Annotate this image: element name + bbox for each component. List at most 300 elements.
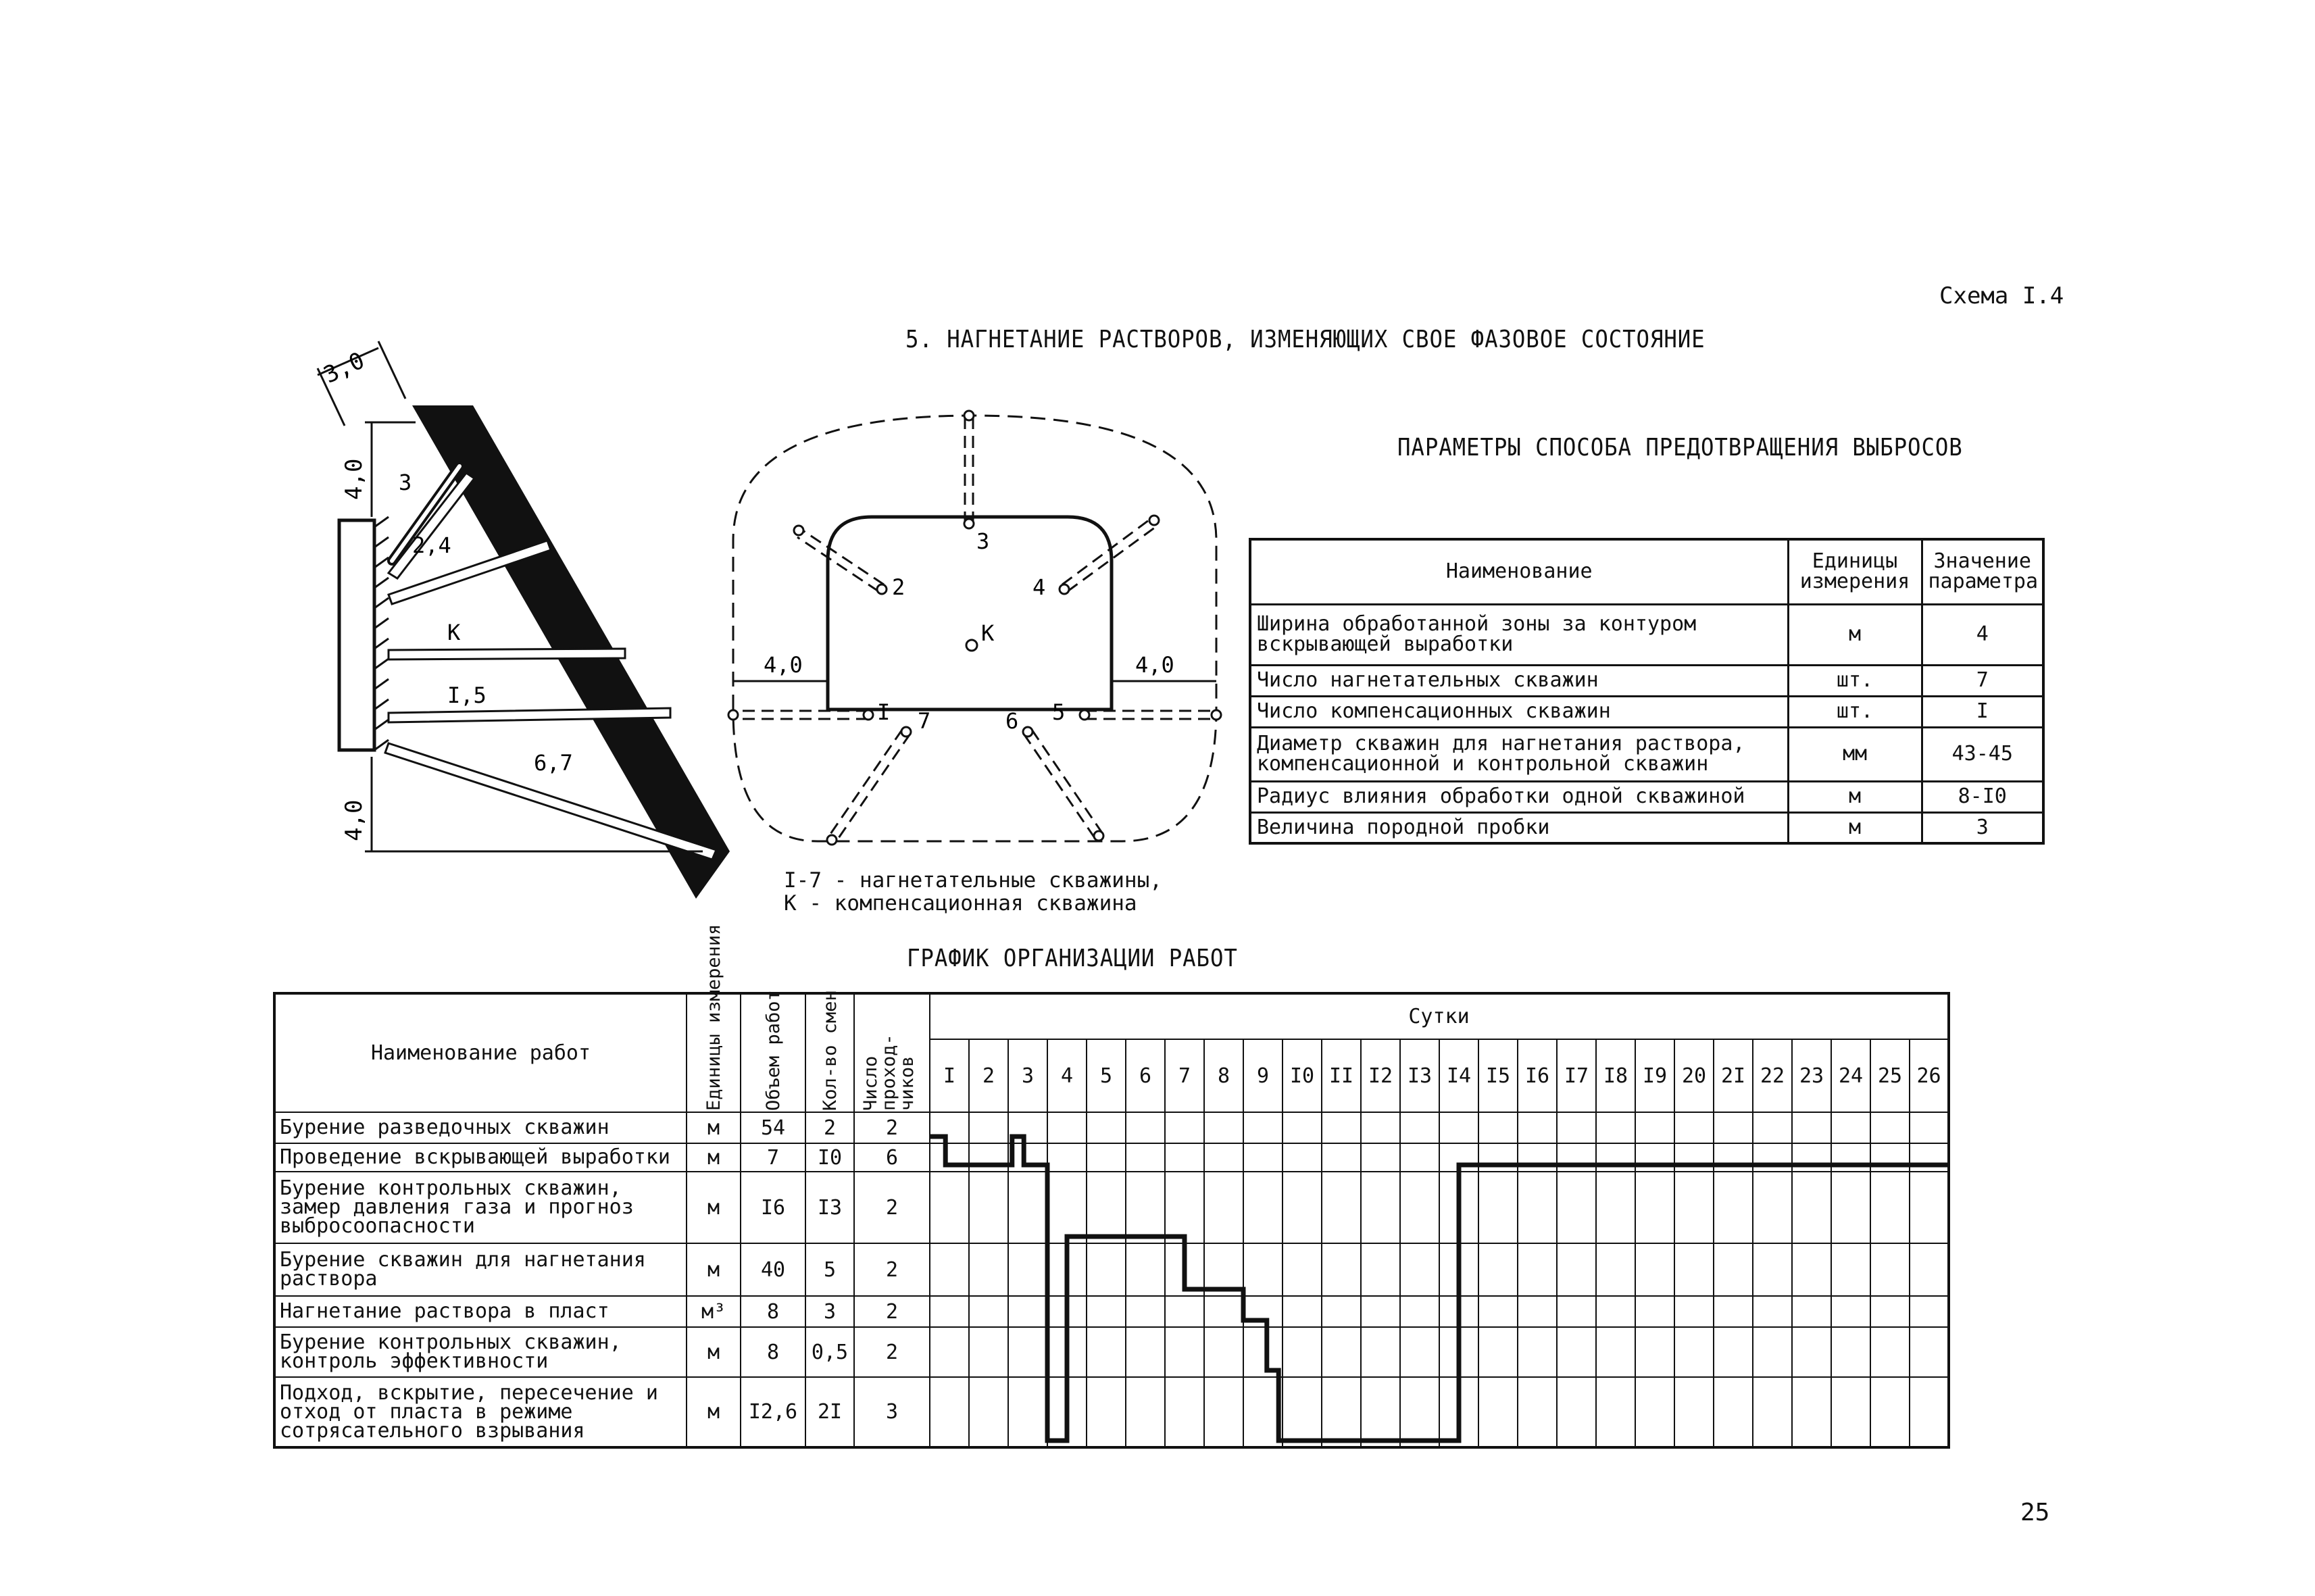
day-cell [1478, 1296, 1518, 1327]
work-shifts: 2I [805, 1377, 854, 1447]
day-cell [1165, 1327, 1204, 1377]
day-cell [1557, 1296, 1596, 1327]
day-cell [1910, 1296, 1949, 1327]
day-cell [1870, 1327, 1910, 1377]
day-cell [1478, 1172, 1518, 1243]
table-row [274, 1377, 1949, 1447]
day-cell [1322, 1143, 1361, 1172]
day-cell [1910, 1243, 1949, 1296]
treated-zone-contour [733, 416, 1216, 841]
day-cell [1361, 1377, 1400, 1447]
day-cell [930, 1112, 969, 1143]
day-cell [1126, 1296, 1165, 1327]
day-cell [1204, 1172, 1243, 1243]
params-header-name: Наименование [1250, 539, 1788, 604]
day-cell [1165, 1243, 1204, 1296]
day-cell [1753, 1112, 1792, 1143]
param-unit: м [1788, 781, 1922, 812]
work-name: Нагнетание раствора в пласт [274, 1296, 687, 1327]
day-cell [1831, 1243, 1870, 1296]
work-unit: м [687, 1327, 741, 1377]
work-workers: 2 [854, 1327, 930, 1377]
day-cell [930, 1296, 969, 1327]
params-header-value: Значение параметра [1922, 539, 2043, 604]
day-cell [1557, 1143, 1596, 1172]
day-cell [1870, 1377, 1910, 1447]
day-cell [1518, 1243, 1557, 1296]
day-cell [1361, 1327, 1400, 1377]
day-cell [1204, 1143, 1243, 1172]
day-cell [1714, 1143, 1753, 1172]
day-header: I9 [1635, 1039, 1674, 1112]
legend-line-1: I-7 - нагнетательные скважины, [784, 868, 1162, 893]
day-cell [1165, 1172, 1204, 1243]
work-name: Бурение скважин для нагнетания раствора [274, 1243, 687, 1296]
work-unit: м [687, 1243, 741, 1296]
day-cell [1400, 1377, 1439, 1447]
page-title: 5. НАГНЕТАНИЕ РАСТВОРОВ, ИЗМЕНЯЮЩИХ СВОЕ ФАЗОВОЕ СОСТОЯНИЕ [905, 326, 1706, 353]
day-cell [1792, 1172, 1831, 1243]
day-cell [1243, 1377, 1283, 1447]
param-unit: шт. [1788, 665, 1922, 696]
day-cell [1204, 1327, 1243, 1377]
day-cell [969, 1112, 1008, 1143]
day-cell [1400, 1327, 1439, 1377]
day-cell [969, 1143, 1008, 1172]
day-cell [1204, 1112, 1243, 1143]
table-row [274, 1143, 1949, 1172]
day-cell [1243, 1327, 1283, 1377]
day-cell [1322, 1112, 1361, 1143]
day-header: 7 [1165, 1039, 1204, 1112]
front-section-drawing [716, 392, 1230, 878]
day-cell [1283, 1296, 1322, 1327]
work-workers: 2 [854, 1296, 930, 1327]
day-cell [1047, 1172, 1087, 1243]
day-cell [1165, 1296, 1204, 1327]
well-4: 4 [1032, 574, 1046, 600]
sched-header-name: Наименование работ [274, 993, 687, 1112]
day-cell [930, 1243, 969, 1296]
day-cell [1361, 1243, 1400, 1296]
day-header: I2 [1361, 1039, 1400, 1112]
day-cell [1792, 1327, 1831, 1377]
day-cell [1283, 1377, 1322, 1447]
work-unit: м³ [687, 1296, 741, 1327]
well-label-1-5: I,5 [447, 682, 487, 708]
day-cell [1714, 1377, 1753, 1447]
day-cell [1087, 1112, 1126, 1143]
day-cell [930, 1143, 969, 1172]
day-cell [1831, 1296, 1870, 1327]
day-cell [1792, 1296, 1831, 1327]
page-number: 25 [2020, 1499, 2050, 1526]
well-I: I [877, 699, 891, 725]
day-cell [1910, 1143, 1949, 1172]
day-cell [1714, 1172, 1753, 1243]
work-volume: I2,6 [741, 1377, 805, 1447]
day-cell [1714, 1327, 1753, 1377]
day-header: 3 [1008, 1039, 1047, 1112]
day-cell [1008, 1327, 1047, 1377]
day-cell [1478, 1327, 1518, 1377]
parameters-table [1249, 538, 2045, 845]
day-cell [1400, 1243, 1439, 1296]
day-cell [1910, 1112, 1949, 1143]
day-cell [1557, 1327, 1596, 1377]
day-cell [1870, 1296, 1910, 1327]
day-cell [1557, 1172, 1596, 1243]
day-cell [1047, 1377, 1087, 1447]
param-unit: м [1788, 812, 1922, 843]
day-header: I7 [1557, 1039, 1596, 1112]
day-cell [1126, 1112, 1165, 1143]
dim-left: 4,0 [764, 652, 803, 678]
day-cell [1439, 1112, 1478, 1143]
day-header: 8 [1204, 1039, 1243, 1112]
day-cell [1087, 1296, 1126, 1327]
param-value: 7 [1922, 665, 2043, 696]
day-cell [1870, 1112, 1910, 1143]
parameters-title: ПАРАМЕТРЫ СПОСОБА ПРЕДОТВРАЩЕНИЯ ВЫБРОСОВ [1397, 434, 1963, 462]
day-cell [1008, 1296, 1047, 1327]
well-label-k: К [447, 620, 461, 645]
param-unit: шт. [1788, 696, 1922, 727]
scheme-label: Схема I.4 [1939, 282, 2064, 309]
day-cell [1753, 1143, 1792, 1172]
day-cell [1635, 1112, 1674, 1143]
day-cell [1557, 1243, 1596, 1296]
work-unit: м [687, 1172, 741, 1243]
day-cell [1008, 1143, 1047, 1172]
day-cell [1714, 1112, 1753, 1143]
work-unit: м [687, 1377, 741, 1447]
work-name: Проведение вскрывающей выработки [274, 1143, 687, 1172]
day-cell [1283, 1172, 1322, 1243]
sched-header-days: Сутки [930, 993, 1949, 1039]
day-cell [1792, 1112, 1831, 1143]
day-header: 4 [1047, 1039, 1087, 1112]
day-cell [1478, 1377, 1518, 1447]
day-cell [1910, 1172, 1949, 1243]
day-cell [1831, 1172, 1870, 1243]
day-cell [1753, 1327, 1792, 1377]
day-cell [1008, 1172, 1047, 1243]
day-cell [1165, 1377, 1204, 1447]
day-cell [1753, 1377, 1792, 1447]
day-cell [1165, 1112, 1204, 1143]
well-label-2-4: 2,4 [412, 532, 451, 558]
work-volume: 8 [741, 1296, 805, 1327]
day-cell [1596, 1377, 1635, 1447]
well-3: 3 [976, 528, 990, 554]
drift-profile [828, 517, 1112, 709]
day-header: 25 [1870, 1039, 1910, 1112]
day-cell [1674, 1296, 1714, 1327]
param-unit: мм [1788, 727, 1922, 781]
day-cell [1204, 1296, 1243, 1327]
day-cell [1753, 1296, 1792, 1327]
day-cell [1635, 1377, 1674, 1447]
day-cell [1361, 1296, 1400, 1327]
param-value: I [1922, 696, 2043, 727]
day-cell [1047, 1243, 1087, 1296]
day-cell [1087, 1243, 1126, 1296]
table-row [274, 1296, 1949, 1327]
day-cell [1008, 1377, 1047, 1447]
well-label-6-7: 6,7 [534, 750, 573, 776]
dim-bottom-height: 4,0 [341, 799, 368, 841]
well-k: К [981, 620, 995, 646]
drift [339, 520, 374, 750]
param-value: 4 [1922, 604, 2043, 665]
work-workers: 2 [854, 1243, 930, 1296]
param-name: Величина породной пробки [1250, 812, 1788, 843]
day-cell [1518, 1296, 1557, 1327]
day-cell [1792, 1243, 1831, 1296]
day-cell [1635, 1172, 1674, 1243]
day-cell [1243, 1112, 1283, 1143]
day-cell [1596, 1172, 1635, 1243]
day-cell [1322, 1296, 1361, 1327]
dim-right: 4,0 [1135, 652, 1174, 678]
day-cell [1400, 1172, 1439, 1243]
day-cell [1478, 1143, 1518, 1172]
dim-top-height: 4,0 [341, 458, 368, 500]
day-cell [1674, 1377, 1714, 1447]
work-volume: 7 [741, 1143, 805, 1172]
day-cell [1126, 1143, 1165, 1172]
well-label-3: 3 [399, 470, 412, 495]
day-cell [1870, 1172, 1910, 1243]
day-header: I3 [1400, 1039, 1439, 1112]
day-cell [1674, 1143, 1714, 1172]
work-workers: 6 [854, 1143, 930, 1172]
day-header: I0 [1283, 1039, 1322, 1112]
day-cell [1243, 1243, 1283, 1296]
param-name: Число компенсационных скважин [1250, 696, 1788, 727]
day-cell [1008, 1243, 1047, 1296]
day-cell [1322, 1243, 1361, 1296]
day-cell [1243, 1143, 1283, 1172]
day-header: II [1322, 1039, 1361, 1112]
day-cell [1792, 1377, 1831, 1447]
day-cell [930, 1377, 969, 1447]
day-header: 2I [1714, 1039, 1753, 1112]
day-cell [1596, 1327, 1635, 1377]
day-cell [1047, 1112, 1087, 1143]
day-cell [1126, 1377, 1165, 1447]
work-workers: 3 [854, 1377, 930, 1447]
day-cell [1439, 1377, 1478, 1447]
param-value: 43-45 [1922, 727, 2043, 781]
day-cell [1047, 1327, 1087, 1377]
sched-header-workers: Число проход- чиков [854, 993, 930, 1112]
day-cell [1361, 1112, 1400, 1143]
day-cell [1087, 1327, 1126, 1377]
day-cell [1714, 1296, 1753, 1327]
day-cell [1910, 1327, 1949, 1377]
day-cell [1870, 1143, 1910, 1172]
day-cell [1322, 1327, 1361, 1377]
schedule-title: ГРАФИК ОРГАНИЗАЦИИ РАБОТ [907, 945, 1238, 972]
day-cell [1439, 1143, 1478, 1172]
work-name: Бурение контрольных скважин, замер давления газа и прогноз выбросоопасности [274, 1172, 687, 1243]
day-cell [930, 1327, 969, 1377]
day-cell [1322, 1172, 1361, 1243]
day-cell [1518, 1327, 1557, 1377]
day-cell [1792, 1143, 1831, 1172]
day-cell [1635, 1327, 1674, 1377]
day-cell [1596, 1112, 1635, 1143]
work-name: Бурение разведочных скважин [274, 1112, 687, 1143]
day-cell [1165, 1143, 1204, 1172]
table-row [274, 1243, 1949, 1296]
day-header: I6 [1518, 1039, 1557, 1112]
day-cell [1557, 1377, 1596, 1447]
work-name: Бурение контрольных скважин, контроль эффективности [274, 1327, 687, 1377]
day-cell [1831, 1143, 1870, 1172]
day-cell [1831, 1377, 1870, 1447]
legend [784, 869, 1162, 915]
day-cell [1910, 1377, 1949, 1447]
day-cell [1400, 1112, 1439, 1143]
work-shifts: 3 [805, 1296, 854, 1327]
well-2: 2 [892, 574, 905, 600]
day-cell [1361, 1172, 1400, 1243]
work-volume: 40 [741, 1243, 805, 1296]
work-volume: I6 [741, 1172, 805, 1243]
day-cell [1439, 1243, 1478, 1296]
day-cell [1008, 1112, 1047, 1143]
table-row [274, 1112, 1949, 1143]
day-cell [1518, 1377, 1557, 1447]
table-row [274, 1327, 1949, 1377]
sched-header-shifts: Кол-во смен [805, 993, 854, 1112]
day-cell [1596, 1296, 1635, 1327]
day-cell [1047, 1143, 1087, 1172]
param-name: Диаметр скважин для нагнетания раствора, компенсационной и контрольной скважин [1250, 727, 1788, 781]
day-cell [1400, 1296, 1439, 1327]
day-cell [1439, 1172, 1478, 1243]
day-cell [1283, 1143, 1322, 1172]
work-shifts: 0,5 [805, 1327, 854, 1377]
work-unit: м [687, 1112, 741, 1143]
day-cell [930, 1172, 969, 1243]
day-cell [1557, 1112, 1596, 1143]
work-shifts: 2 [805, 1112, 854, 1143]
day-cell [1126, 1243, 1165, 1296]
day-cell [1518, 1112, 1557, 1143]
side-section-drawing [297, 338, 770, 919]
day-cell [1087, 1143, 1126, 1172]
legend-line-2: К - компенсационная скважина [784, 891, 1137, 916]
day-cell [1087, 1377, 1126, 1447]
day-cell [1243, 1172, 1283, 1243]
day-cell [1674, 1112, 1714, 1143]
day-cell [1870, 1243, 1910, 1296]
day-cell [1243, 1296, 1283, 1327]
day-header: 24 [1831, 1039, 1870, 1112]
day-cell [1478, 1112, 1518, 1143]
day-cell [1596, 1143, 1635, 1172]
day-cell [969, 1172, 1008, 1243]
day-cell [1635, 1143, 1674, 1172]
day-cell [969, 1296, 1008, 1327]
param-unit: м [1788, 604, 1922, 665]
day-header: 20 [1674, 1039, 1714, 1112]
sched-header-volume: Объем работ [741, 993, 805, 1112]
day-cell [1400, 1143, 1439, 1172]
work-unit: м [687, 1143, 741, 1172]
day-header: I8 [1596, 1039, 1635, 1112]
day-cell [1439, 1327, 1478, 1377]
day-header: 9 [1243, 1039, 1283, 1112]
day-cell [969, 1243, 1008, 1296]
sched-header-unit: Единицы измерения [687, 993, 741, 1112]
day-cell [1283, 1243, 1322, 1296]
day-header: 2 [969, 1039, 1008, 1112]
day-header: I5 [1478, 1039, 1518, 1112]
day-cell [1674, 1327, 1714, 1377]
work-volume: 54 [741, 1112, 805, 1143]
day-cell [1831, 1327, 1870, 1377]
params-header-unit: Единицы измерения [1788, 539, 1922, 604]
day-cell [1753, 1243, 1792, 1296]
well-6: 6 [1005, 708, 1019, 734]
table-row [274, 1172, 1949, 1243]
work-shifts: 5 [805, 1243, 854, 1296]
day-header: 26 [1910, 1039, 1949, 1112]
work-name: Подход, вскрытие, пересечение и отход от пласта в режиме сотрясательного взрывания [274, 1377, 687, 1447]
day-cell [1478, 1243, 1518, 1296]
day-cell [969, 1327, 1008, 1377]
day-header: 6 [1126, 1039, 1165, 1112]
day-cell [1126, 1327, 1165, 1377]
day-cell [1518, 1172, 1557, 1243]
work-workers: 2 [854, 1112, 930, 1143]
day-cell [1087, 1172, 1126, 1243]
day-header: 22 [1753, 1039, 1792, 1112]
day-cell [1635, 1243, 1674, 1296]
day-cell [1596, 1243, 1635, 1296]
work-workers: 2 [854, 1172, 930, 1243]
day-cell [1361, 1143, 1400, 1172]
param-name: Ширина обработанной зоны за контуром вскрывающей выработки [1250, 604, 1788, 665]
well-7: 7 [918, 708, 931, 734]
day-cell [1674, 1172, 1714, 1243]
day-cell [1283, 1112, 1322, 1143]
day-cell [1831, 1112, 1870, 1143]
day-cell [969, 1377, 1008, 1447]
param-name: Радиус влияния обработки одной скважиной [1250, 781, 1788, 812]
day-cell [1126, 1172, 1165, 1243]
day-cell [1322, 1377, 1361, 1447]
param-value: 3 [1922, 812, 2043, 843]
day-cell [1753, 1172, 1792, 1243]
day-cell [1518, 1143, 1557, 1172]
param-value: 8-I0 [1922, 781, 2043, 812]
param-name: Число нагнетательных скважин [1250, 665, 1788, 696]
dim-top-width: 3,0 [319, 347, 369, 389]
day-cell [1047, 1296, 1087, 1327]
day-cell [1635, 1296, 1674, 1327]
day-cell [1714, 1243, 1753, 1296]
day-cell [1283, 1327, 1322, 1377]
day-cell [1674, 1243, 1714, 1296]
day-header: I4 [1439, 1039, 1478, 1112]
day-cell [1439, 1296, 1478, 1327]
